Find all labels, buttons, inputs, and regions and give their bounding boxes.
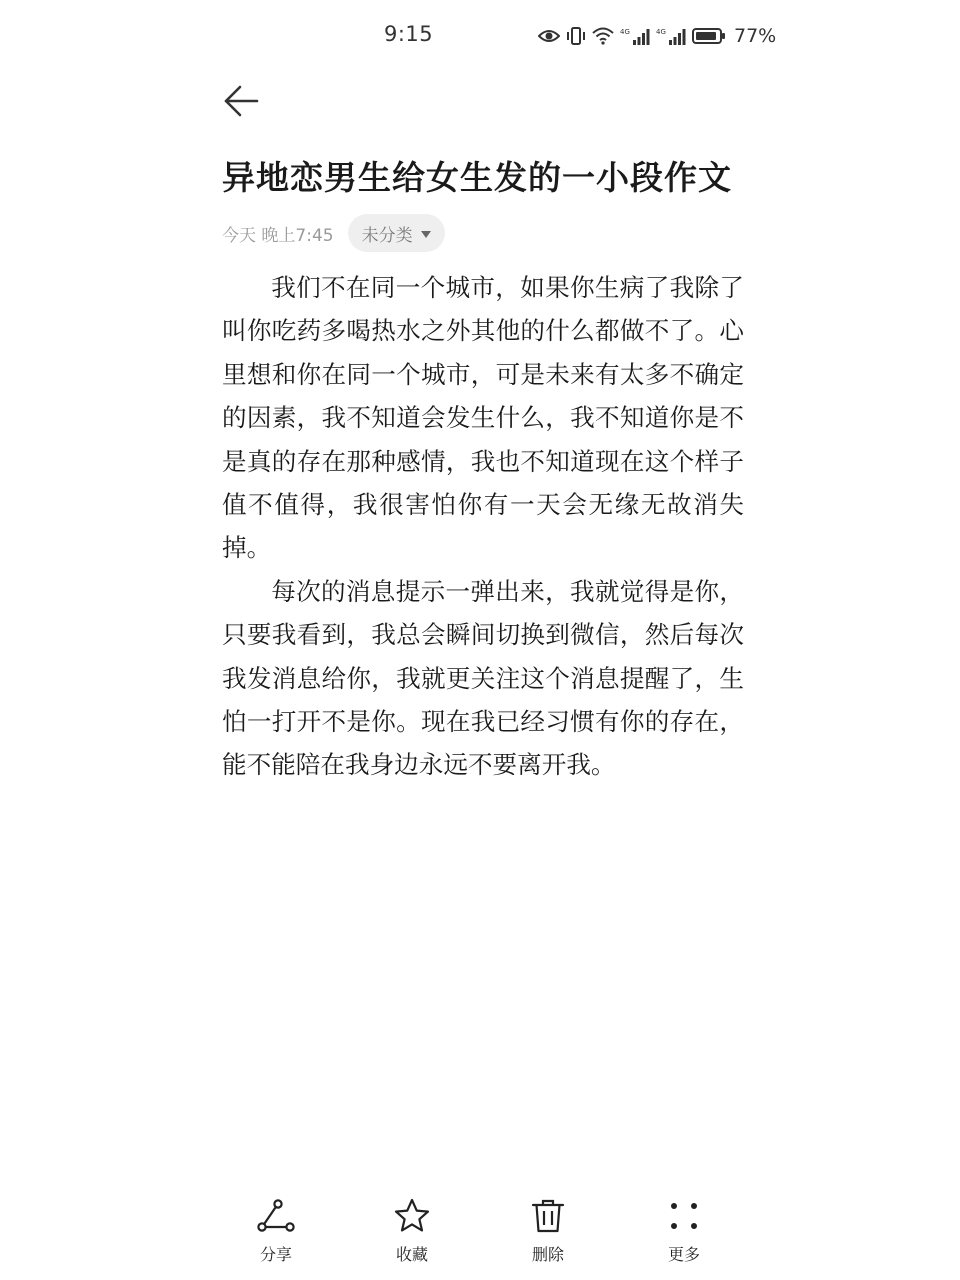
favorite-button[interactable] bbox=[352, 1196, 472, 1272]
bottom-toolbar bbox=[208, 1196, 752, 1272]
arrow-left-icon bbox=[223, 85, 259, 121]
note-paragraph: 每次的消息提示一弹出来，我就觉得是你，只要我看到，我总会瞬间切换到微信，然后每次我发消息给你，我就更关注这个消息提醒了，生怕一打开不是你。现在我已经习惯有你的存在，能不能陪在我身边永远不要离开我。 bbox=[222, 576, 744, 780]
signal-4g-icon bbox=[656, 26, 686, 46]
more-dots-icon bbox=[664, 1196, 704, 1236]
trash-icon bbox=[528, 1196, 568, 1236]
share-icon bbox=[256, 1196, 296, 1236]
svg-text:4G: 4G bbox=[656, 28, 666, 36]
note-title[interactable]: 异地恋男生给女生发的一小段作文 bbox=[222, 158, 732, 197]
vibrate-icon bbox=[566, 26, 586, 46]
more-button[interactable] bbox=[624, 1196, 744, 1272]
favorite-label: 收藏 bbox=[395, 1245, 428, 1264]
back-button[interactable] bbox=[218, 82, 264, 124]
status-icons bbox=[538, 24, 776, 48]
star-icon bbox=[392, 1196, 432, 1236]
delete-label: 删除 bbox=[531, 1245, 564, 1264]
status-time: 9:15 bbox=[384, 22, 434, 46]
share-label: 分享 bbox=[259, 1245, 292, 1264]
signal-4g-icon bbox=[620, 26, 650, 46]
svg-text:4G: 4G bbox=[620, 28, 630, 36]
category-dropdown[interactable] bbox=[348, 214, 445, 252]
note-paragraph: 我们不在同一个城市，如果你生病了我除了叫你吃药多喝热水之外其他的什么都做不了。心里想和你在同一个城市，可是未来有太多不确定的因素，我不知道会发生什么，我不知道你是不是真的存在那种感情，我也不知道现在这个样子值不值得，我很害怕你有一天会无缘无故消失掉。 bbox=[222, 273, 744, 563]
battery-percentage: 77% bbox=[734, 25, 777, 47]
battery-icon bbox=[692, 27, 726, 45]
eye-icon bbox=[538, 28, 560, 44]
note-body[interactable] bbox=[222, 266, 744, 787]
wifi-icon bbox=[592, 27, 614, 45]
note-date: 今天 晚上7:45 bbox=[222, 225, 334, 246]
note-meta bbox=[222, 214, 445, 252]
more-label: 更多 bbox=[667, 1245, 700, 1264]
delete-button[interactable] bbox=[488, 1196, 608, 1272]
share-button[interactable] bbox=[216, 1196, 336, 1272]
category-label: 未分类 bbox=[361, 225, 413, 246]
caret-down-icon bbox=[421, 224, 431, 243]
status-bar bbox=[0, 0, 960, 72]
